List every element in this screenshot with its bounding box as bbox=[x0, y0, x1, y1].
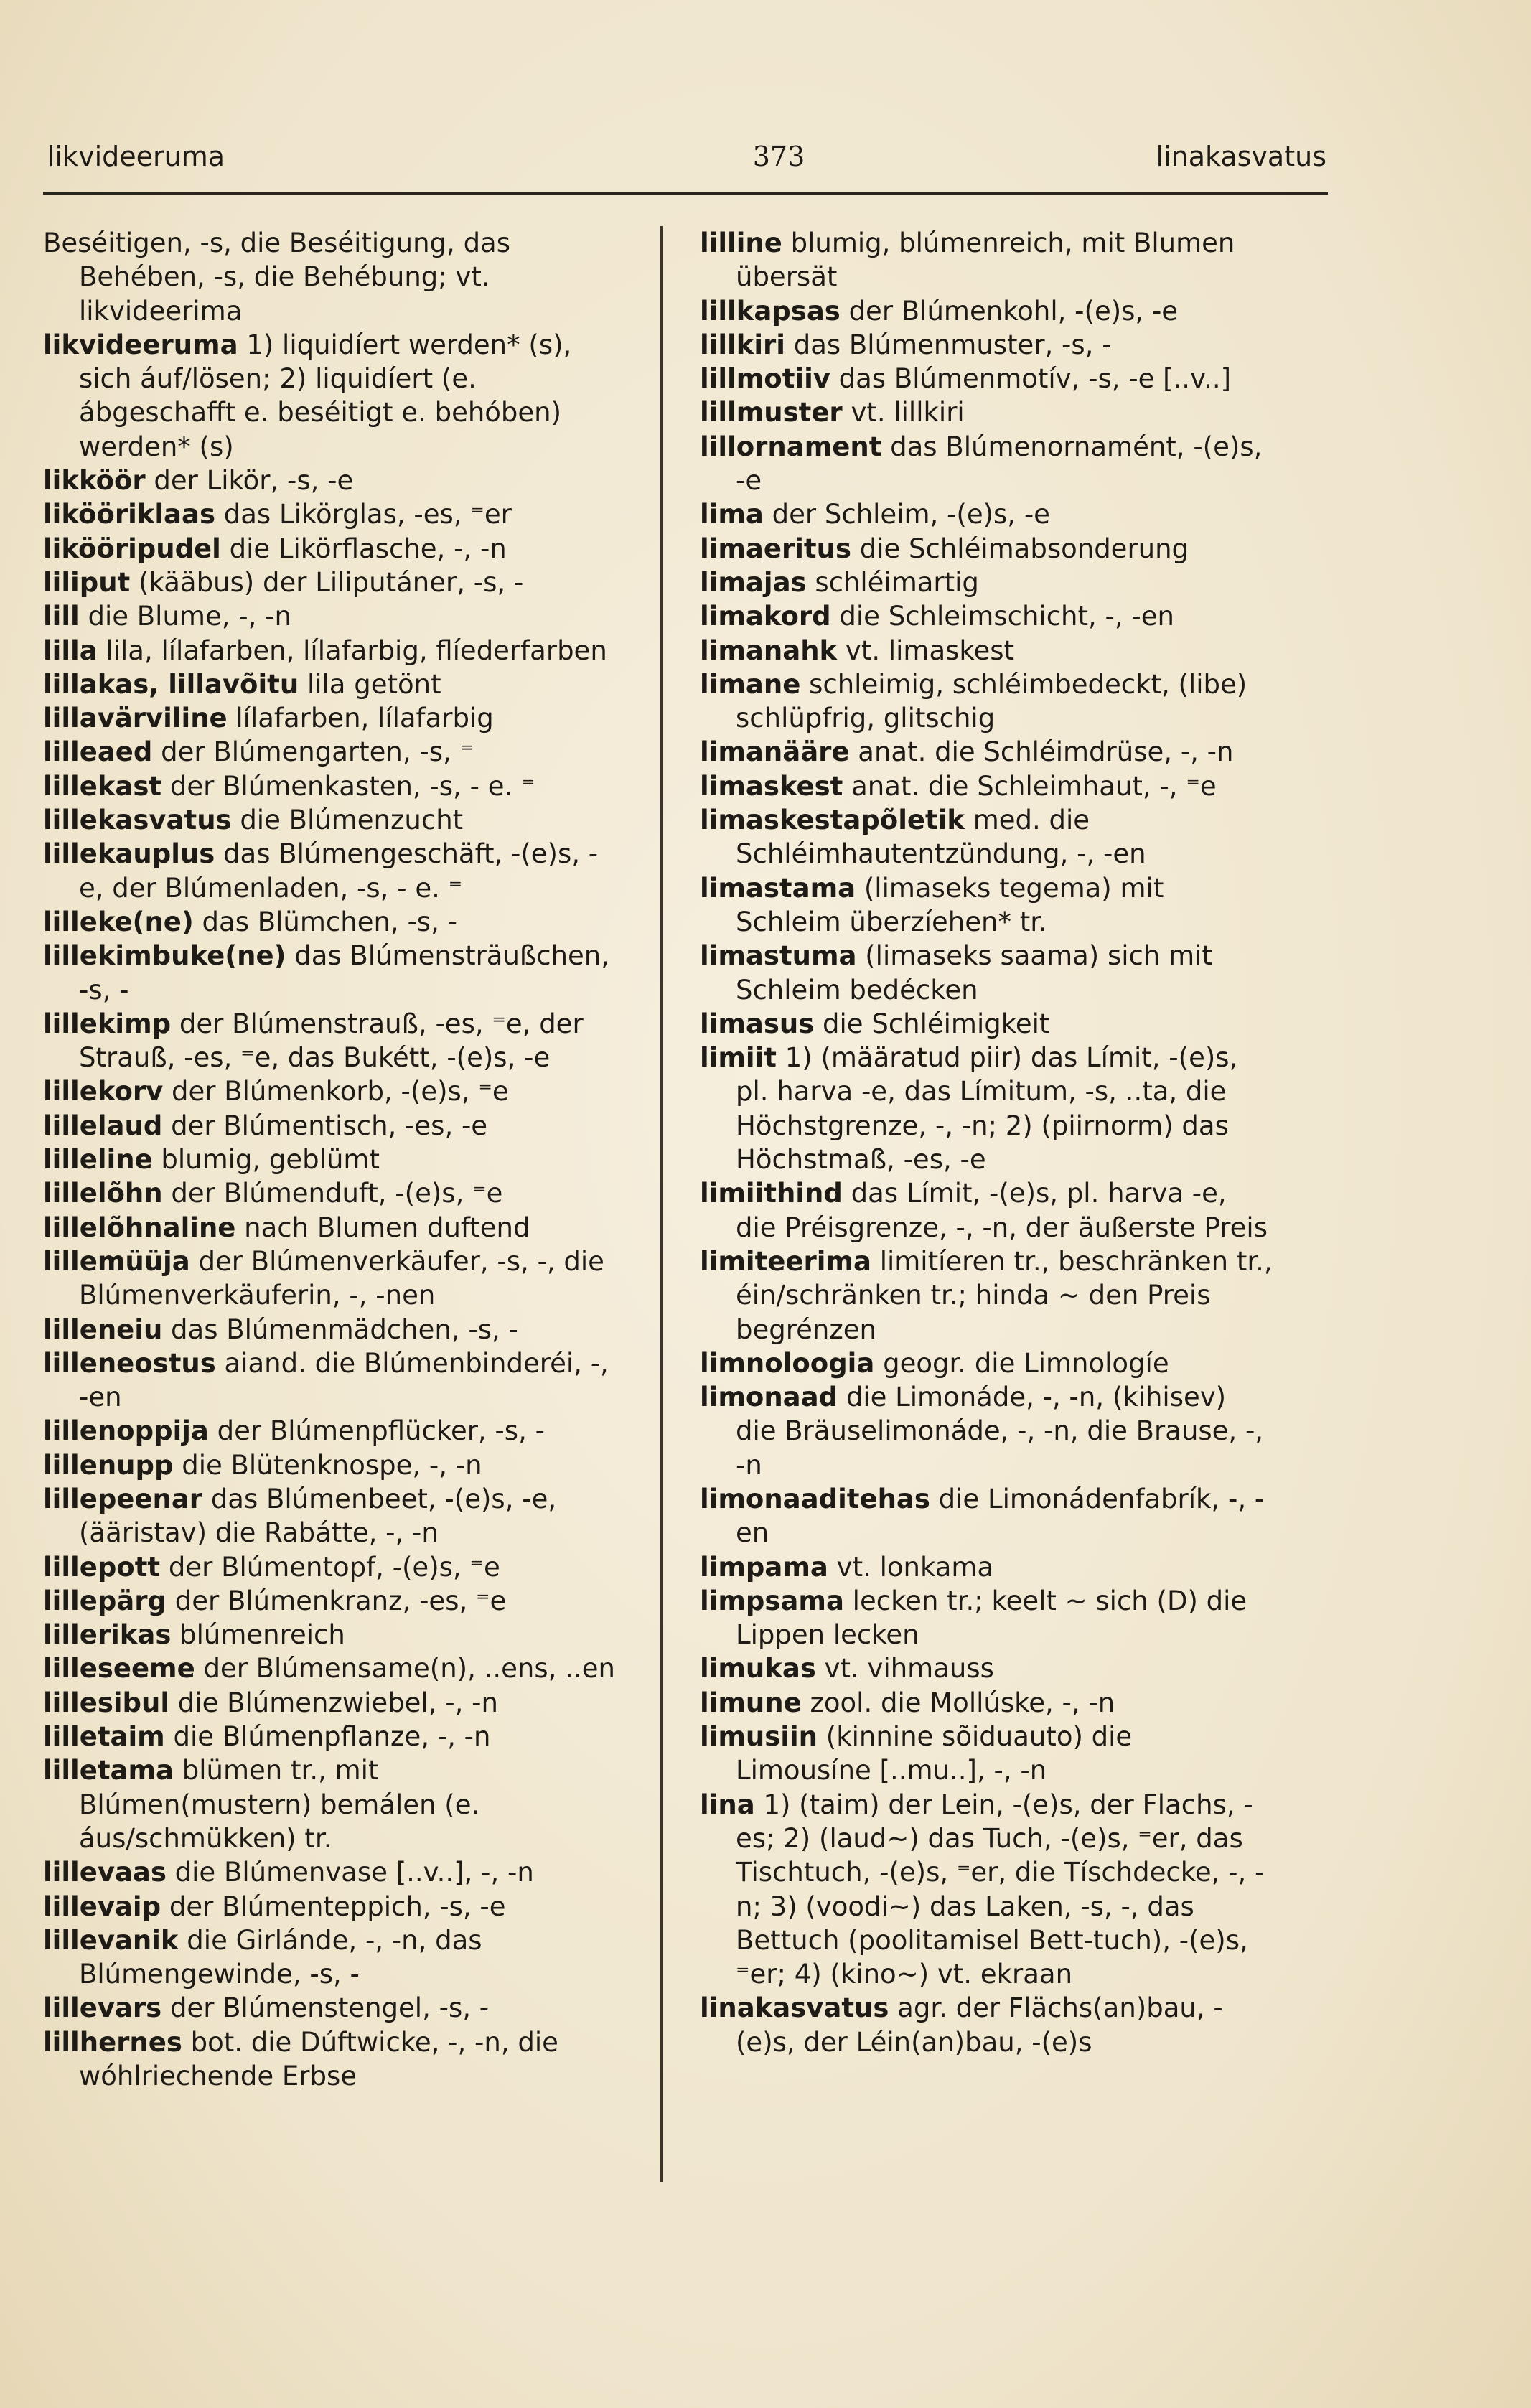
dictionary-entry bbox=[700, 328, 1274, 362]
entry-definition: vt. limaskest bbox=[837, 634, 1015, 666]
entry-headword: lillevaip bbox=[43, 1891, 161, 1922]
entry-headword: liliput bbox=[43, 566, 131, 598]
dictionary-entry bbox=[43, 1074, 617, 1108]
entry-headword: lilleneostus bbox=[43, 1347, 216, 1379]
entry-definition: das Blúmenbeet, -(e)s, -e, (ääristav) die Rabátte, -, -n bbox=[79, 1483, 557, 1549]
entry-headword: lillekorv bbox=[43, 1076, 164, 1107]
dictionary-entry bbox=[700, 566, 1274, 599]
entry-headword: lillavärviline bbox=[43, 703, 228, 734]
dictionary-entry bbox=[43, 328, 617, 464]
header-right-guide-word: linakasvatus bbox=[1156, 141, 1326, 172]
entry-definition: agr. der Flächs(an)bau, -(e)s, der Léin(an)bau, -(e)s bbox=[736, 1992, 1223, 2058]
entry-definition: vt. lillkiri bbox=[842, 397, 965, 428]
entry-headword: limaskestapõletik bbox=[700, 805, 965, 836]
dictionary-entry bbox=[43, 735, 617, 769]
entry-definition: bot. die Dúftwicke, -, -n, die wóhlriechende Erbse bbox=[79, 2026, 558, 2092]
entry-definition: das Blúmensträußchen, -s, - bbox=[79, 940, 609, 1006]
entry-headword: lillevaas bbox=[43, 1857, 167, 1888]
dictionary-entry bbox=[43, 1890, 617, 1924]
entry-headword: lilla bbox=[43, 634, 98, 666]
entry-headword: limanahk bbox=[700, 634, 838, 666]
entry-definition: schléimartig bbox=[806, 566, 979, 598]
dictionary-entry bbox=[700, 362, 1274, 395]
dictionary-entry bbox=[700, 1245, 1274, 1346]
entry-definition: die Limonádenfabrík, -, -en bbox=[736, 1483, 1265, 1549]
entry-definition: die Schléimigkeit bbox=[814, 1008, 1050, 1039]
entry-definition: geogr. die Limnologíe bbox=[874, 1347, 1169, 1379]
dictionary-entry bbox=[43, 1855, 617, 1889]
entry-definition: der Blúmenkasten, -s, - e. ⁼ bbox=[161, 770, 535, 802]
entry-headword: lillekasvatus bbox=[43, 805, 232, 836]
dictionary-entry bbox=[43, 905, 617, 939]
entry-definition: das Blümchen, -s, - bbox=[193, 906, 457, 937]
entry-definition: die Blúmenzwiebel, -, -n bbox=[169, 1687, 498, 1718]
dictionary-entry bbox=[43, 1991, 617, 2025]
entry-headword: lillekimp bbox=[43, 1008, 172, 1039]
entry-definition: die Likörflasche, -, -n bbox=[220, 533, 507, 564]
dictionary-entry bbox=[43, 1686, 617, 1720]
entry-headword: limpsama bbox=[700, 1585, 844, 1616]
entry-headword: lillemüüja bbox=[43, 1245, 190, 1277]
entry-headword: lillekimbuke(ne) bbox=[43, 940, 286, 972]
dictionary-entry bbox=[700, 634, 1274, 667]
left-column bbox=[43, 226, 617, 2093]
entry-definition: der Blúmentisch, -es, -e bbox=[162, 1110, 488, 1141]
dictionary-entry bbox=[700, 497, 1274, 531]
entry-headword: lilleaed bbox=[43, 736, 153, 768]
dictionary-entry bbox=[700, 667, 1274, 736]
entry-headword: limonaad bbox=[700, 1382, 838, 1413]
entry-definition: die Blúmenvase [..v..], -, -n bbox=[166, 1857, 534, 1888]
entry-definition: der Blúmenkohl, -(e)s, -e bbox=[840, 295, 1179, 327]
entry-headword: lillelõhnaline bbox=[43, 1212, 236, 1243]
dictionary-entry bbox=[700, 769, 1274, 803]
entry-definition: anat. die Schléimdrüse, -, -n bbox=[849, 736, 1234, 768]
entry-headword: limiit bbox=[700, 1042, 777, 1074]
entry-definition: der Blúmenkranz, -es, ⁼e bbox=[167, 1585, 507, 1616]
entry-headword: lillmuster bbox=[700, 397, 843, 428]
page-number: 373 bbox=[752, 141, 805, 172]
entry-headword: limaskest bbox=[700, 770, 843, 802]
entry-headword: lina bbox=[700, 1789, 755, 1820]
dictionary-entry bbox=[43, 1720, 617, 1753]
dictionary-entry bbox=[700, 1346, 1274, 1380]
entry-definition: das Blúmenmotív, -s, -e [..v..] bbox=[830, 363, 1232, 395]
dictionary-entry bbox=[700, 1176, 1274, 1245]
entry-definition: lílafarben, lílafarbig bbox=[227, 703, 494, 734]
entry-definition: lecken tr.; keelt ~ sich (D) die Lippen lecken bbox=[736, 1585, 1247, 1651]
entry-headword: limiteerima bbox=[700, 1245, 871, 1277]
dictionary-entry bbox=[700, 226, 1274, 294]
dictionary-entry bbox=[700, 1380, 1274, 1482]
dictionary-entry bbox=[700, 1007, 1274, 1041]
entry-definition: aiand. die Blúmenbinderéi, -, -en bbox=[79, 1347, 609, 1413]
entry-headword: lilleneiu bbox=[43, 1313, 163, 1345]
entry-headword: likköör bbox=[43, 465, 146, 497]
entry-headword: lillesibul bbox=[43, 1687, 170, 1718]
entry-definition: das Blúmengeschäft, -(e)s, -e, der Blúmenladen, -s, - e. ⁼ bbox=[79, 838, 599, 904]
entry-headword: lilleseeme bbox=[43, 1653, 195, 1685]
entry-headword: linakasvatus bbox=[700, 1992, 889, 2024]
dictionary-entry bbox=[43, 2025, 617, 2094]
dictionary-entry bbox=[43, 226, 617, 328]
dictionary-entry bbox=[43, 939, 617, 1007]
entry-definition: limitíeren tr., beschränken tr., éin/schränken tr.; hinda ~ den Preis begrénzen bbox=[736, 1245, 1273, 1345]
dictionary-entry bbox=[700, 1550, 1274, 1584]
dictionary-entry bbox=[700, 871, 1274, 940]
entry-headword: lillakas, lillavõitu bbox=[43, 668, 299, 700]
entry-definition: die Schleimschicht, -, -en bbox=[830, 601, 1174, 632]
dictionary-entry bbox=[43, 1313, 617, 1346]
dictionary-entry bbox=[700, 939, 1274, 1007]
entry-definition: der Blúmensame(n), ..ens, ..en bbox=[195, 1653, 615, 1685]
entry-definition: (kinnine sõiduauto) die Limousíne [..mu..], -, -n bbox=[736, 1721, 1133, 1786]
entry-definition: schleimig, schléimbedeckt, (libe) schlüpfrig, glitschig bbox=[736, 668, 1247, 734]
entry-headword: lillenupp bbox=[43, 1449, 174, 1481]
entry-headword: limaeritus bbox=[700, 533, 851, 564]
dictionary-entry bbox=[700, 532, 1274, 566]
entry-headword: lill bbox=[43, 601, 80, 632]
entry-definition: 1) (taim) der Lein, -(e)s, der Flachs, -es; 2) (laud~) das Tuch, -(e)s, ⁼er, das Tischtuch, -(e)s, ⁼er, die Tíschdecke, -, -n; 3) (voodi~) das Laken, -s, -, das Bettuch (poolitamisel Bett-tuch), -(e)s, ⁼er; 4) (kino~) vt. ekraan bbox=[736, 1789, 1265, 1990]
dictionary-entry bbox=[43, 1007, 617, 1075]
entry-headword: lillkapsas bbox=[700, 295, 841, 327]
entry-headword: limajas bbox=[700, 566, 807, 598]
entry-headword: lillepott bbox=[43, 1551, 161, 1583]
dictionary-entry bbox=[43, 1652, 617, 1685]
entry-headword: limnoloogia bbox=[700, 1347, 875, 1379]
dictionary-entry bbox=[43, 667, 617, 701]
entry-definition: die Blütenknospe, -, -n bbox=[173, 1449, 482, 1481]
dictionary-entry bbox=[700, 1041, 1274, 1176]
entry-headword: limune bbox=[700, 1687, 802, 1718]
entry-definition: blúmenreich bbox=[171, 1619, 345, 1651]
entry-definition: der Blúmenkorb, -(e)s, ⁼e bbox=[163, 1076, 509, 1107]
dictionary-entry bbox=[43, 1414, 617, 1448]
dictionary-entry bbox=[700, 1788, 1274, 1992]
entry-definition: das Límit, -(e)s, pl. harva -e, die Préisgrenze, -, -n, der äußerste Preis bbox=[736, 1178, 1268, 1243]
entry-definition: (limaseks saama) sich mit Schleim bedécken bbox=[736, 940, 1212, 1006]
entry-headword: likööripudel bbox=[43, 533, 221, 564]
entry-definition: das Likörglas, -es, ⁼er bbox=[215, 499, 512, 530]
entry-headword: limukas bbox=[700, 1653, 816, 1685]
entry-headword: lillhernes bbox=[43, 2026, 182, 2058]
dictionary-entry bbox=[700, 1652, 1274, 1685]
entry-definition: der Likör, -s, -e bbox=[145, 465, 354, 497]
dictionary-entry bbox=[43, 1211, 617, 1245]
entry-definition: Beséitigen, -s, die Beséitigung, das Behében, -s, die Behébung; vt. likvideerima bbox=[43, 228, 511, 327]
right-column bbox=[700, 226, 1274, 2059]
entry-headword: limasus bbox=[700, 1008, 815, 1039]
entry-definition: 1) (määratud piir) das Límit, -(e)s, pl. harva -e, das Límitum, -s, ..ta, die Höchstgrenze, -, -n; 2) (piirnorm) das Höchstmaß, -es, -e bbox=[736, 1042, 1238, 1176]
entry-definition: die Blúmenpflanze, -, -n bbox=[164, 1721, 491, 1753]
entry-definition: das Blúmenmädchen, -s, - bbox=[162, 1313, 518, 1345]
dictionary-entry bbox=[43, 1176, 617, 1210]
dictionary-entry bbox=[700, 599, 1274, 633]
dictionary-entry bbox=[43, 769, 617, 803]
entry-headword: lillelõhn bbox=[43, 1178, 163, 1209]
entry-definition: blumig, blúmenreich, mit Blumen übersät bbox=[736, 228, 1235, 293]
dictionary-entry bbox=[43, 1245, 617, 1313]
entry-definition: die Blúmenzucht bbox=[231, 805, 464, 836]
dictionary-entry bbox=[700, 294, 1274, 328]
entry-definition: der Blúmenteppich, -s, -e bbox=[161, 1891, 506, 1922]
dictionary-entry bbox=[43, 1924, 617, 1992]
entry-headword: lillepärg bbox=[43, 1585, 167, 1616]
entry-definition: blumig, geblümt bbox=[152, 1144, 380, 1176]
entry-definition: nach Blumen duftend bbox=[235, 1212, 530, 1243]
entry-definition: der Blúmengarten, -s, ⁼ bbox=[152, 736, 474, 768]
dictionary-entry bbox=[43, 1584, 617, 1618]
entry-definition: der Blúmenpflücker, -s, - bbox=[208, 1415, 545, 1447]
entry-definition: vt. vihmauss bbox=[815, 1653, 994, 1685]
entry-definition: med. die Schléimhautentzündung, -, -en bbox=[736, 805, 1146, 870]
entry-headword: lilleke(ne) bbox=[43, 906, 194, 937]
entry-definition: der Blúmentopf, -(e)s, ⁼e bbox=[160, 1551, 500, 1583]
entry-definition: lila, lílafarben, lílafarbig, flíederfarben bbox=[97, 634, 607, 666]
dictionary-entry bbox=[43, 1346, 617, 1415]
entry-headword: lillkiri bbox=[700, 329, 785, 360]
entry-headword: lillekast bbox=[43, 770, 162, 802]
entry-headword: limastama bbox=[700, 872, 856, 904]
dictionary-entry bbox=[43, 1109, 617, 1143]
dictionary-entry bbox=[43, 634, 617, 667]
entry-definition: der Blúmenstengel, -s, - bbox=[161, 1992, 490, 2024]
dictionary-entry bbox=[700, 1720, 1274, 1788]
entry-definition: die Schléimabsonderung bbox=[851, 533, 1189, 564]
entry-definition: der Blúmenduft, -(e)s, ⁼e bbox=[162, 1178, 503, 1209]
entry-headword: lillepeenar bbox=[43, 1483, 203, 1514]
entry-headword: limanääre bbox=[700, 736, 850, 768]
dictionary-entry bbox=[700, 735, 1274, 769]
dictionary-entry bbox=[43, 497, 617, 531]
entry-headword: lillelaud bbox=[43, 1110, 163, 1141]
entry-definition: das Blúmenornamént, -(e)s, -e bbox=[736, 431, 1263, 497]
entry-headword: lillevanik bbox=[43, 1924, 179, 1956]
dictionary-entry bbox=[43, 1550, 617, 1584]
dictionary-entry bbox=[43, 464, 617, 497]
header-rule bbox=[43, 192, 1328, 195]
entry-definition: 1) liquidíert werden* (s), sich áuf/lösen; 2) liquidíert (e. ábgeschafft e. beséitigt e. behóben) werden* (s) bbox=[79, 329, 572, 462]
entry-headword: lillevars bbox=[43, 1992, 162, 2024]
entry-definition: vt. lonkama bbox=[828, 1551, 994, 1583]
dictionary-entry bbox=[43, 1143, 617, 1176]
dictionary-entry bbox=[700, 1686, 1274, 1720]
entry-headword: limane bbox=[700, 668, 801, 700]
dictionary-entry bbox=[43, 701, 617, 735]
entry-headword: lillmotiiv bbox=[700, 363, 830, 395]
entry-definition: der Blúmenverkäufer, -s, -, die Blúmenverkäuferin, -, -nen bbox=[79, 1245, 604, 1311]
dictionary-entry bbox=[43, 532, 617, 566]
dictionary-entry bbox=[700, 1482, 1274, 1550]
entry-definition: das Blúmenmuster, -s, - bbox=[785, 329, 1112, 360]
dictionary-entry bbox=[43, 599, 617, 633]
dictionary-entry bbox=[700, 1991, 1274, 2059]
entry-headword: limusiin bbox=[700, 1721, 818, 1753]
entry-headword: limastuma bbox=[700, 940, 857, 972]
entry-headword: lillerikas bbox=[43, 1619, 172, 1651]
header-left-guide-word: likvideeruma bbox=[47, 141, 225, 172]
entry-headword: lillekauplus bbox=[43, 838, 215, 870]
entry-definition: (limaseks tegema) mit Schleim überzíehen* tr. bbox=[736, 872, 1164, 937]
dictionary-entry bbox=[43, 1448, 617, 1482]
entry-definition: (kääbus) der Liliputáner, -s, - bbox=[130, 566, 524, 598]
entry-definition: blümen tr., mit Blúmen(mustern) bemálen (e. áus/schmükken) tr. bbox=[79, 1755, 480, 1854]
entry-headword: lillenoppija bbox=[43, 1415, 209, 1447]
dictionary-entry bbox=[43, 1482, 617, 1550]
entry-headword: lima bbox=[700, 499, 764, 530]
dictionary-entry bbox=[43, 1753, 617, 1855]
dictionary-entry bbox=[700, 430, 1274, 498]
dictionary-entry bbox=[43, 803, 617, 837]
entry-definition: der Schleim, -(e)s, -e bbox=[763, 499, 1050, 530]
entry-headword: lillornament bbox=[700, 431, 882, 462]
entry-definition: die Limonáde, -, -n, (kihisev) die Bräuselimonáde, -, -n, die Brause, -, -n bbox=[736, 1382, 1264, 1481]
dictionary-entry bbox=[700, 1584, 1274, 1652]
entry-headword: limiithind bbox=[700, 1178, 843, 1209]
dictionary-entry bbox=[43, 566, 617, 599]
dictionary-entry bbox=[700, 803, 1274, 871]
entry-headword: limonaaditehas bbox=[700, 1483, 930, 1514]
dictionary-entry bbox=[43, 837, 617, 905]
entry-headword: limakord bbox=[700, 601, 831, 632]
entry-headword: limpama bbox=[700, 1551, 828, 1583]
entry-headword: likööriklaas bbox=[43, 499, 215, 530]
entry-headword: lilletama bbox=[43, 1755, 174, 1786]
entry-definition: der Blúmenstrauß, -es, ⁼e, der Strauß, -es, ⁼e, das Bukétt, -(e)s, -e bbox=[79, 1008, 584, 1074]
entry-headword: lilleline bbox=[43, 1144, 153, 1176]
entry-definition: zool. die Mollúske, -, -n bbox=[801, 1687, 1115, 1718]
dictionary-entry bbox=[700, 395, 1274, 429]
entry-definition: die Girlánde, -, -n, das Blúmengewinde, -s, - bbox=[79, 1924, 482, 1990]
entry-headword: lilletaim bbox=[43, 1721, 165, 1753]
column-divider bbox=[660, 226, 663, 2182]
entry-headword: lilline bbox=[700, 228, 782, 258]
entry-headword: likvideeruma bbox=[43, 329, 238, 360]
entry-definition: die Blume, -, -n bbox=[79, 601, 291, 632]
entry-definition: lila getönt bbox=[299, 668, 441, 700]
entry-definition: anat. die Schleimhaut, -, ⁼e bbox=[843, 770, 1217, 802]
dictionary-entry bbox=[43, 1618, 617, 1652]
